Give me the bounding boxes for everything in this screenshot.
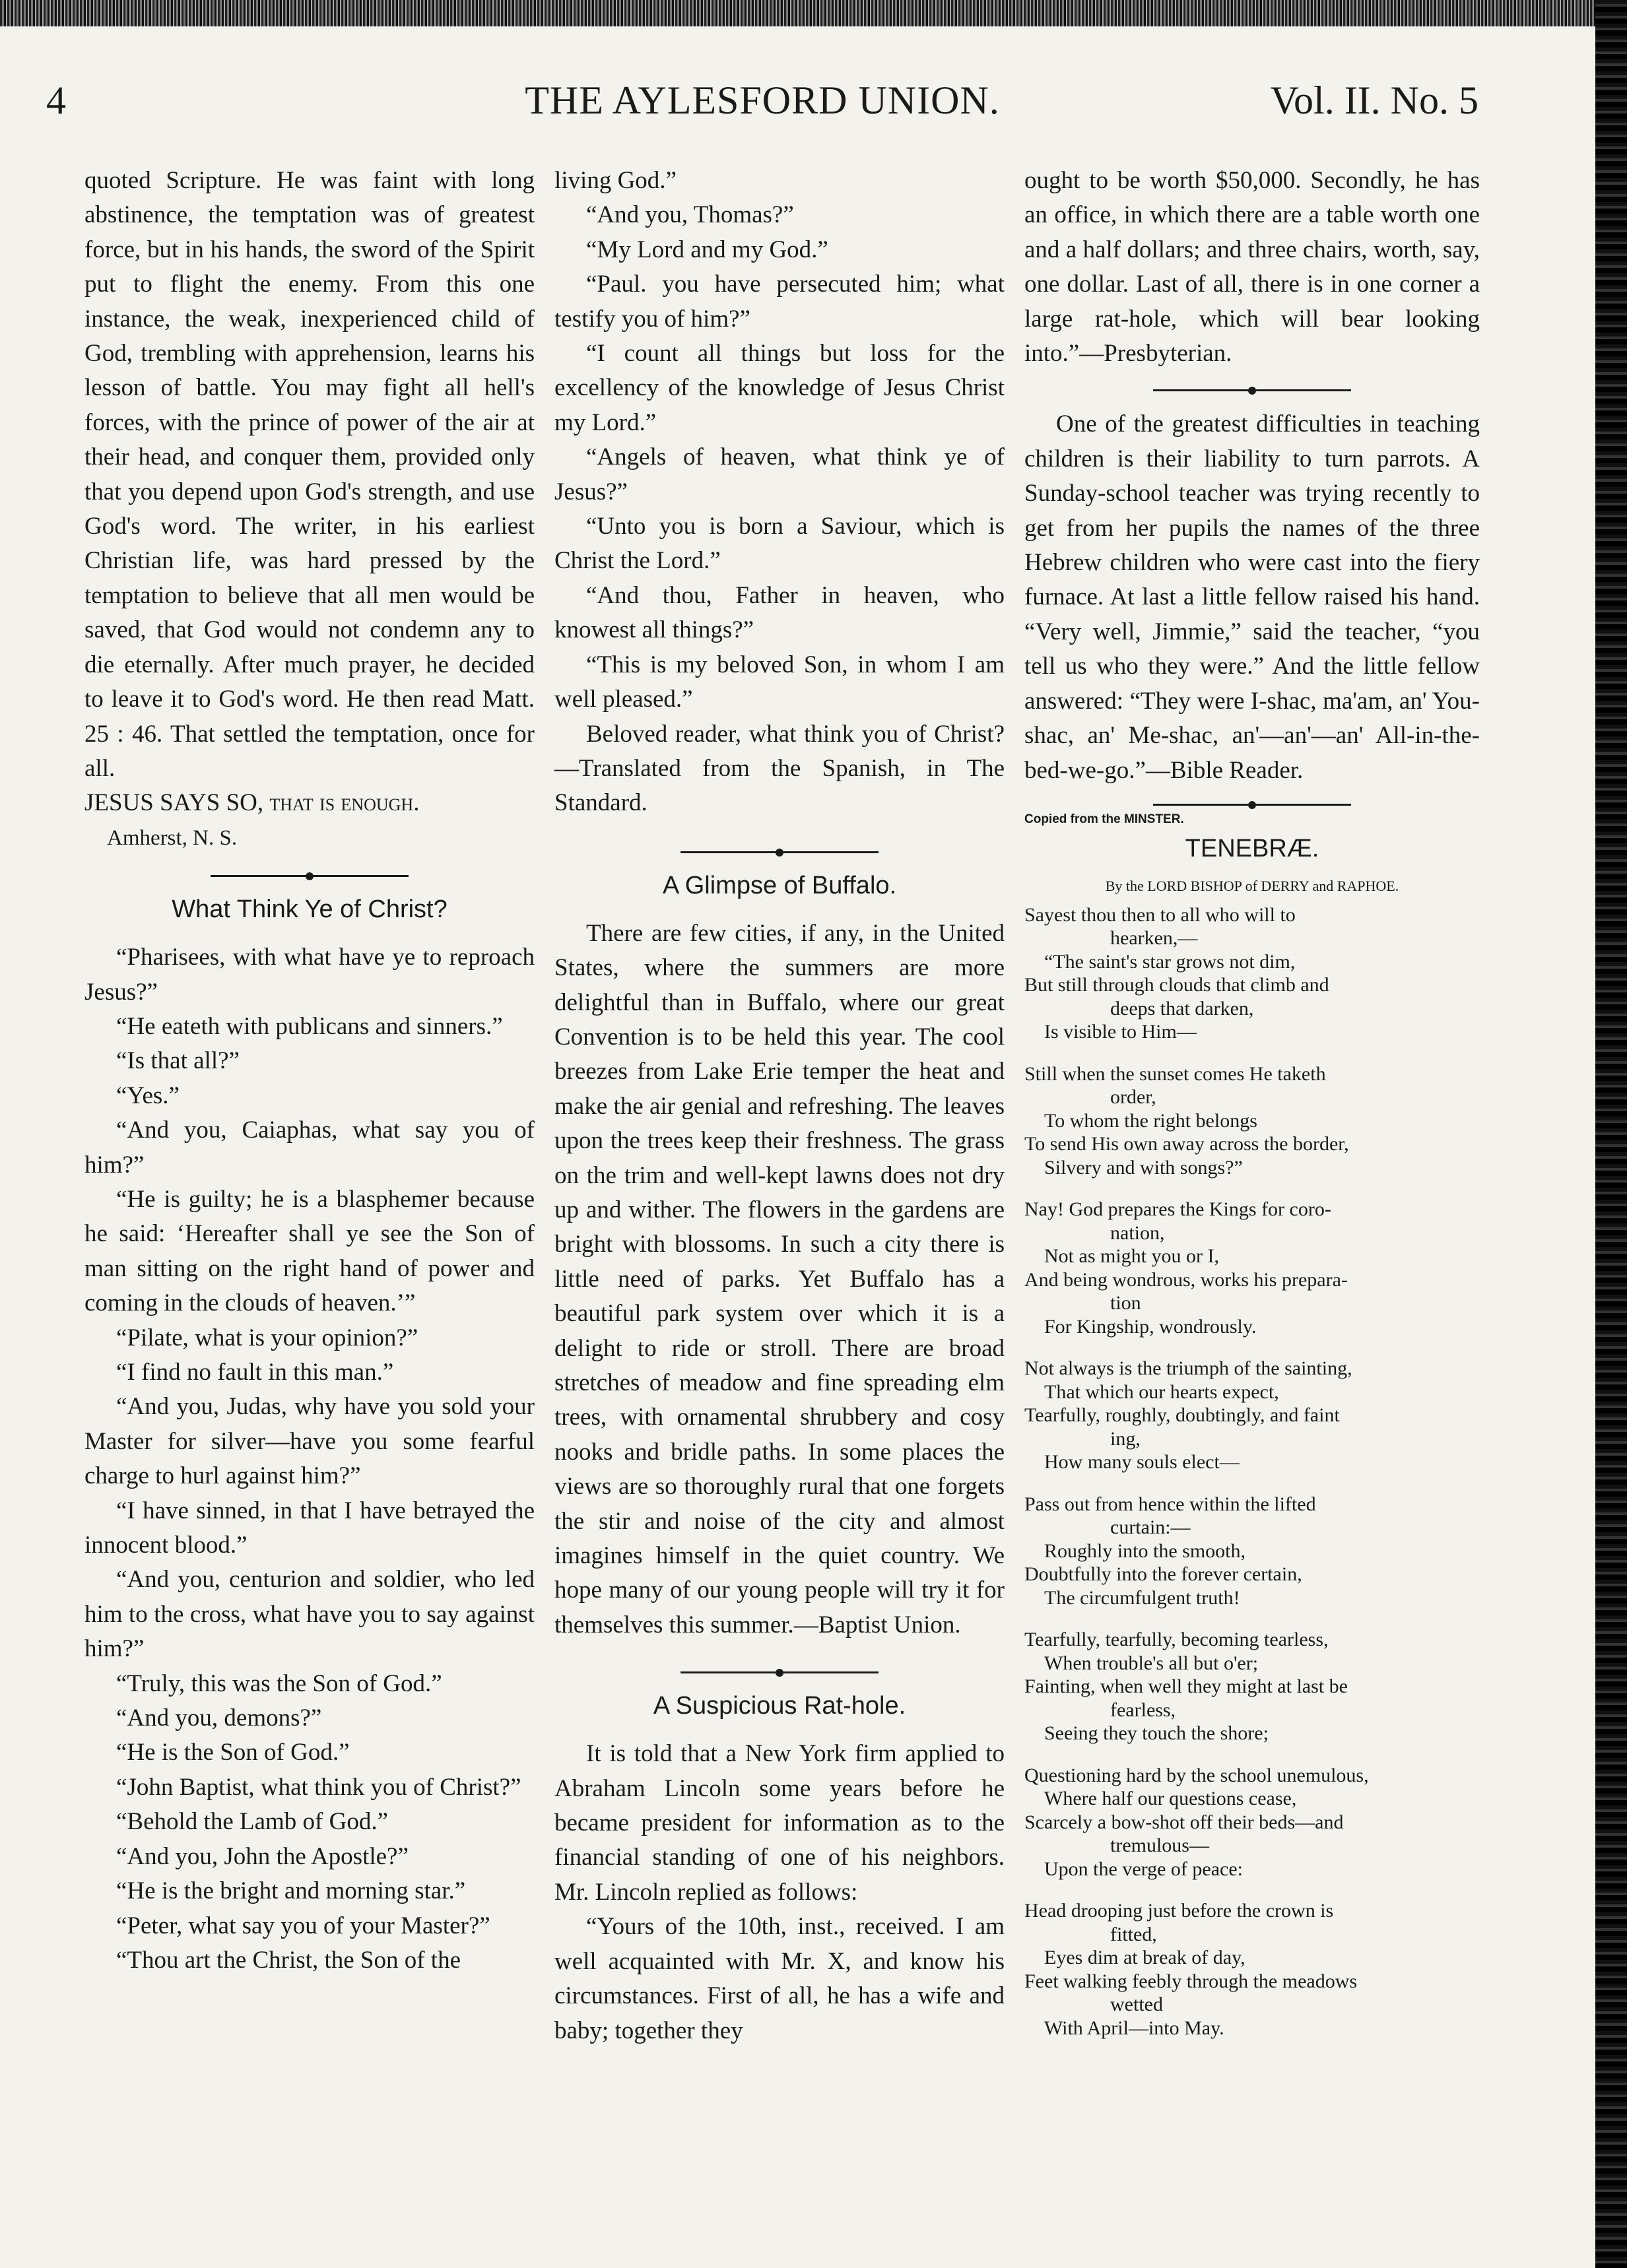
page-header: [46, 78, 1478, 131]
dialogue-line: living God.”: [554, 167, 677, 194]
poem-line: To send His own away across the border,: [1024, 1133, 1349, 1155]
dialogue-line: “He is the bright and morning star.”: [116, 1877, 466, 1905]
poem-line: fitted,: [1110, 1923, 1157, 1945]
article-signature: Amherst, N. S.: [107, 826, 238, 850]
dialogue-line: “He is the Son of God.”: [116, 1739, 350, 1766]
article-continuation: quoted Scripture. He was faint with long abstinence, the temptation was of greatest force, but in his hands, the sword of the Spirit put to flight the enemy. From this one instance, the weak, inexperienced child of God, trembling with apprehension, learns his lesson of battle. You may fight all hell's forces, with the prince of power of the air at their head, and conquer them, provided only that you depend upon God's strength, and use God's word. The writer, in his earliest Christian life, was hard pressed by the temptation to believe that all men would be saved, that God would not condemn any to die eternally. After much prayer, he decided to leave it to God's word. He then read Matt. 25 : 46. That settled the temptation, once for all.: [84, 167, 535, 782]
dialogue-line: “He is guilty; he is a blasphemer because he said: ‘Hereafter shall ye see the Son of man sitting on the right hand of power and coming in the clouds of heaven.’”: [84, 1185, 535, 1317]
dialogue-line: “I find no fault in this man.”: [116, 1359, 394, 1386]
poem-line: Still when the sunset comes He taketh: [1024, 1062, 1326, 1085]
article-heading: A Suspicious Rat-hole.: [653, 1692, 906, 1720]
dialogue-line: “And thou, Father in heaven, who knowest all things?”: [554, 581, 1005, 644]
poem-line: Upon the verge of peace:: [1044, 1858, 1243, 1880]
dialogue-line: “And you, centurion and soldier, who led him to the cross, what have you to say against him?”: [84, 1566, 535, 1663]
poem-stanza: [1024, 1357, 1480, 1474]
dialogue-line: “Pharisees, with what have ye to reproach Jesus?”: [84, 944, 535, 1006]
poem-line: Pass out from hence within the lifted: [1024, 1493, 1316, 1515]
poem-line: fearless,: [1110, 1699, 1176, 1721]
source-note: Copied from the MINSTER.: [1024, 812, 1184, 826]
poem-line: Nay! God prepares the Kings for coro-: [1024, 1198, 1331, 1221]
divider-rule: [211, 875, 409, 877]
poem-line: Scarcely a bow-shot off their beds—and: [1024, 1811, 1344, 1833]
article-body: It is told that a New York firm applied to Abraham Lincoln some years before he became president for information as to the financial standing of one of his neighbors. Mr. Lincoln replied as follows:: [554, 1740, 1005, 1906]
poem-line: nation,: [1110, 1221, 1165, 1244]
poem-line: wetted: [1110, 1993, 1163, 2016]
dialogue-line: “Behold the Lamb of God.”: [116, 1808, 389, 1836]
poem-line: Fainting, when well they might at last be: [1024, 1675, 1348, 1698]
scan-right-edge: [1595, 0, 1627, 2268]
dialogue-line: “My Lord and my God.”: [586, 236, 828, 263]
poem-line: Where half our questions cease,: [1044, 1788, 1297, 1810]
column-3: [1024, 164, 1480, 2058]
volume-number: Vol. II. No. 5: [1270, 79, 1478, 122]
dialogue-line: “And you, Judas, why have you sold your Master for silver—have you some fearful charge to hurl against him?”: [84, 1393, 535, 1490]
poem-line: Is visible to Him—: [1044, 1021, 1197, 1043]
poem-stanza: [1024, 1628, 1480, 1745]
poem: [1024, 903, 1480, 2040]
dialogue-line: “Thou art the Christ, the Son of the: [116, 1946, 461, 1974]
poem-line: But still through clouds that climb and: [1024, 974, 1329, 996]
dialogue-line: “This is my beloved Son, in whom I am well pleased.”: [554, 651, 1005, 713]
dialogue-line: “I have sinned, in that I have betrayed the innocent blood.”: [84, 1497, 535, 1559]
page-number: 4: [46, 79, 66, 122]
poem-line: Not always is the triumph of the sainting,: [1024, 1357, 1352, 1380]
dialogue-line: “Angels of heaven, what think ye of Jesus?”: [554, 443, 1005, 505]
dialogue-line: “Unto you is born a Saviour, which is Christ the Lord.”: [554, 513, 1005, 575]
poem-line: Eyes dim at break of day,: [1044, 1947, 1245, 1969]
article-conclusion: JESUS SAYS SO, that is enough.: [84, 789, 420, 817]
poem-stanza: [1024, 1899, 1480, 2040]
poem-line: tion: [1110, 1292, 1141, 1314]
poem-line: Questioning hard by the school unemulous,: [1024, 1764, 1369, 1786]
dialogue-line: “And you, Thomas?”: [586, 201, 794, 229]
poem-line: That which our hearts expect,: [1044, 1380, 1279, 1403]
poem-line: ing,: [1110, 1427, 1141, 1450]
poem-line: When trouble's all but o'er;: [1044, 1652, 1259, 1674]
dialogue-line: “And you, Caiaphas, what say you of him?”: [84, 1117, 535, 1179]
divider-rule: [681, 851, 879, 853]
dialogue-line: “Truly, this was the Son of God.”: [116, 1669, 442, 1697]
article-body: One of the greatest difficulties in teaching children is their liability to turn parrots. A Sunday-school teacher was trying recently to get from her pupils the names of the three Hebrew children who were cast into the fiery furnace. At last a little fellow raised his hand. “Very well, Jimmie,” said the teacher, “you tell us who they were.” And the little fellow answered: “They were I-shac, ma'am, an' You-shac, an' Me-shac, an'—an'—an' All-in-the-bed-we-go.”—Bible Reader.: [1024, 410, 1480, 784]
article-body: “Yours of the 10th, inst., received. I am well acquainted with Mr. X, and know his circumstances. First of all, he has a wife and baby; together they: [554, 1913, 1005, 2044]
column-1: [84, 164, 535, 1978]
dialogue-line: “I count all things but loss for the excellency of the knowledge of Jesus Christ my Lord.”: [554, 340, 1005, 436]
column-2: [554, 164, 1005, 2048]
poem-byline: By the LORD BISHOP of DERRY and RAPHOE.: [1105, 877, 1399, 894]
dialogue-line: “Paul. you have persecuted him; what testify you of him?”: [554, 271, 1005, 333]
dialogue-line: “And you, John the Apostle?”: [116, 1842, 409, 1870]
article-closing: Beloved reader, what think you of Christ?—Translated from the Spanish, in The Standard.: [554, 720, 1005, 817]
dialogue-line: “Pilate, what is your opinion?”: [116, 1324, 418, 1351]
poem-line: And being wondrous, works his prepara-: [1024, 1268, 1348, 1291]
poem-line: deeps that darken,: [1110, 997, 1254, 1020]
dialogue-line: “Yes.”: [116, 1082, 180, 1109]
poem-line: order,: [1110, 1086, 1156, 1109]
divider-rule: [681, 1671, 879, 1673]
poem-title: TENEBRÆ.: [1185, 834, 1319, 862]
poem-stanza: [1024, 1198, 1480, 1338]
dialogue-line: “And you, demons?”: [116, 1704, 322, 1732]
poem-line: Tearfully, roughly, doubtingly, and faint: [1024, 1404, 1340, 1427]
article-heading: A Glimpse of Buffalo.: [662, 871, 897, 899]
divider-rule: [1153, 804, 1351, 806]
poem-line: tremulous—: [1110, 1834, 1209, 1857]
article-heading: What Think Ye of Christ?: [172, 895, 448, 924]
dialogue-line: “John Baptist, what think you of Christ?”: [116, 1773, 521, 1801]
poem-line: Silvery and with songs?”: [1044, 1156, 1243, 1179]
divider-rule: [1153, 389, 1351, 391]
poem-line: With April—into May.: [1044, 2017, 1224, 2039]
scan-top-edge: [0, 0, 1627, 26]
poem-line: Sayest thou then to all who will to: [1024, 903, 1296, 926]
poem-stanza: [1024, 903, 1480, 1044]
poem-line: How many souls elect—: [1044, 1451, 1240, 1474]
poem-line: Head drooping just before the crown is: [1024, 1900, 1334, 1922]
poem-stanza: [1024, 1062, 1480, 1180]
poem-line: For Kingship, wondrously.: [1044, 1315, 1257, 1338]
poem-line: Seeing they touch the shore;: [1044, 1722, 1269, 1745]
dialogue-line: “Is that all?”: [116, 1047, 240, 1075]
dialogue-line: “Peter, what say you of your Master?”: [116, 1912, 490, 1939]
poem-line: Tearfully, tearfully, becoming tearless,: [1024, 1629, 1329, 1651]
newspaper-title: THE AYLESFORD UNION.: [525, 79, 1000, 122]
poem-line: To whom the right belongs: [1044, 1109, 1257, 1132]
article-continuation: ought to be worth $50,000. Secondly, he has an office, in which there are a table worth one and a half dollars; and three chairs, worth, say, one dollar. Last of all, there is in one corner a large rat-hole, which will bear looking into.”—Presbyterian.: [1024, 167, 1480, 368]
poem-line: Roughly into the smooth,: [1044, 1539, 1246, 1562]
poem-stanza: [1024, 1493, 1480, 1610]
dialogue-line: “He eateth with publicans and sinners.”: [116, 1012, 503, 1040]
poem-line: Not as might you or I,: [1044, 1245, 1219, 1268]
poem-stanza: [1024, 1764, 1480, 1881]
poem-line: Doubtfully into the forever certain,: [1024, 1563, 1302, 1586]
poem-line: The circumfulgent truth!: [1044, 1586, 1240, 1609]
poem-line: curtain:—: [1110, 1516, 1191, 1539]
poem-line: “The saint's star grows not dim,: [1044, 950, 1296, 973]
poem-line: hearken,—: [1110, 927, 1198, 950]
article-body: There are few cities, if any, in the United States, where the summers are more delightful than in Buffalo, where our great Convention is to be held this year. The cool breezes from Lake Erie temper the heat and make the air genial and refreshing. The leaves upon the trees keep their freshness. The grass on the trim and well-kept lawns does not dry up and wither. The flowers in the gardens are bright with blossoms. In such a city there is little need of parks. Yet Buffalo has a beautiful park system over which it is a delight to ride or stroll. There are broad stretches of meadow and fine spreading elm trees, with ornamental shrubbery and cosy nooks and bridle paths. In some places the views are so thoroughly rural that one forgets the stir and noise of the city and almost imagines himself in the quiet country. We hope many of our young people will try it for themselves this summer.—Baptist Union.: [554, 919, 1005, 1638]
poem-line: Feet walking feebly through the meadows: [1024, 1970, 1358, 1992]
